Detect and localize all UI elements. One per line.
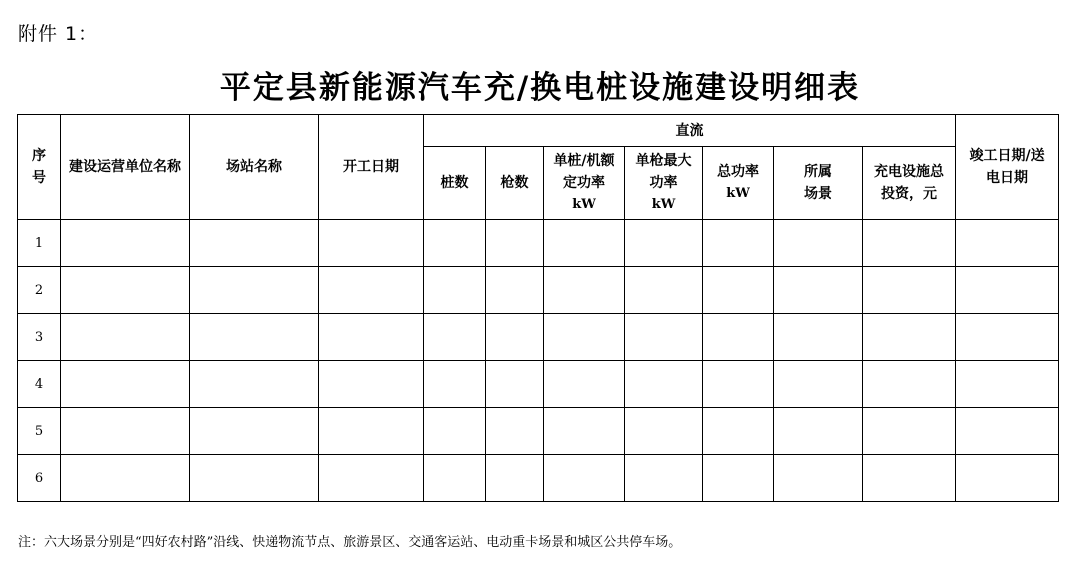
cell-site[interactable] bbox=[190, 314, 319, 361]
cell-investment[interactable] bbox=[863, 455, 956, 502]
cell-pile-count[interactable] bbox=[424, 408, 486, 455]
header-single-gun-max-power-unit: kW bbox=[651, 197, 676, 212]
cell-operator[interactable] bbox=[61, 455, 190, 502]
cell-operator[interactable] bbox=[61, 267, 190, 314]
cell-total-power[interactable] bbox=[703, 267, 774, 314]
cell-total-power[interactable] bbox=[703, 408, 774, 455]
table-row bbox=[18, 408, 1059, 455]
cell-gun-count[interactable] bbox=[486, 314, 544, 361]
cell-completion-date[interactable] bbox=[956, 314, 1059, 361]
header-total-power-unit: kW bbox=[726, 186, 750, 201]
header-single-gun-max-power: 单枪最大功率 kW bbox=[625, 147, 703, 220]
detail-table bbox=[17, 114, 1059, 502]
cell-single-pile-power[interactable] bbox=[544, 314, 625, 361]
cell-scenario[interactable] bbox=[774, 408, 863, 455]
cell-investment[interactable] bbox=[863, 267, 956, 314]
cell-start-date[interactable] bbox=[319, 267, 424, 314]
cell-pile-count[interactable] bbox=[424, 361, 486, 408]
cell-single-gun-max-power[interactable] bbox=[625, 267, 703, 314]
cell-site[interactable] bbox=[190, 267, 319, 314]
header-row-top bbox=[18, 115, 1059, 147]
header-start-date: 开工日期 bbox=[319, 115, 424, 220]
cell-investment[interactable] bbox=[863, 361, 956, 408]
cell-single-gun-max-power[interactable] bbox=[625, 361, 703, 408]
cell-gun-count[interactable] bbox=[486, 455, 544, 502]
cell-investment[interactable] bbox=[863, 220, 956, 267]
page-title: 平定县新能源汽车充/换电桩设施建设明细表 bbox=[219, 70, 861, 106]
table-row bbox=[18, 361, 1059, 408]
cell-single-pile-power[interactable] bbox=[544, 220, 625, 267]
table-row bbox=[18, 220, 1059, 267]
cell-start-date[interactable] bbox=[319, 361, 424, 408]
cell-site[interactable] bbox=[190, 361, 319, 408]
cell-start-date[interactable] bbox=[319, 455, 424, 502]
cell-completion-date[interactable] bbox=[956, 408, 1059, 455]
attachment-label: 附件 1： bbox=[18, 23, 99, 45]
cell-operator[interactable] bbox=[61, 314, 190, 361]
cell-pile-count[interactable] bbox=[424, 455, 486, 502]
cell-seq: 3 bbox=[18, 314, 61, 361]
cell-gun-count[interactable] bbox=[486, 361, 544, 408]
cell-seq: 6 bbox=[18, 455, 61, 502]
cell-site[interactable] bbox=[190, 455, 319, 502]
cell-total-power[interactable] bbox=[703, 361, 774, 408]
cell-total-power[interactable] bbox=[703, 455, 774, 502]
header-investment: 充电设施总投资，元 bbox=[863, 147, 956, 220]
cell-scenario[interactable] bbox=[774, 455, 863, 502]
header-pile-count: 桩数 bbox=[424, 147, 486, 220]
cell-scenario[interactable] bbox=[774, 220, 863, 267]
cell-single-pile-power[interactable] bbox=[544, 455, 625, 502]
cell-start-date[interactable] bbox=[319, 408, 424, 455]
cell-total-power[interactable] bbox=[703, 220, 774, 267]
cell-single-gun-max-power[interactable] bbox=[625, 314, 703, 361]
table-row bbox=[18, 314, 1059, 361]
cell-investment[interactable] bbox=[863, 408, 956, 455]
cell-seq: 1 bbox=[18, 220, 61, 267]
header-seq: 序号 bbox=[18, 115, 61, 220]
cell-single-gun-max-power[interactable] bbox=[625, 220, 703, 267]
header-dc-group: 直流 bbox=[424, 115, 956, 147]
cell-single-gun-max-power[interactable] bbox=[625, 455, 703, 502]
header-scenario: 所属场景 bbox=[774, 147, 863, 220]
cell-total-power[interactable] bbox=[703, 314, 774, 361]
cell-scenario[interactable] bbox=[774, 361, 863, 408]
header-total-power: 总功率 kW bbox=[703, 147, 774, 220]
cell-pile-count[interactable] bbox=[424, 267, 486, 314]
cell-start-date[interactable] bbox=[319, 220, 424, 267]
cell-operator[interactable] bbox=[61, 361, 190, 408]
cell-gun-count[interactable] bbox=[486, 220, 544, 267]
cell-single-pile-power[interactable] bbox=[544, 408, 625, 455]
cell-completion-date[interactable] bbox=[956, 361, 1059, 408]
cell-site[interactable] bbox=[190, 220, 319, 267]
header-single-pile-power-unit: kW bbox=[572, 197, 596, 212]
cell-operator[interactable] bbox=[61, 408, 190, 455]
cell-scenario[interactable] bbox=[774, 267, 863, 314]
footnote: 注：六大场景分别是“四好农村路”沿线、快递物流节点、旅游景区、交通客运站、电动重卡场景和城区公共停车场。 bbox=[18, 535, 682, 550]
table-row bbox=[18, 267, 1059, 314]
cell-pile-count[interactable] bbox=[424, 314, 486, 361]
cell-completion-date[interactable] bbox=[956, 267, 1059, 314]
cell-site[interactable] bbox=[190, 408, 319, 455]
cell-single-pile-power[interactable] bbox=[544, 361, 625, 408]
cell-seq: 4 bbox=[18, 361, 61, 408]
cell-seq: 5 bbox=[18, 408, 61, 455]
header-site: 场站名称 bbox=[190, 115, 319, 220]
cell-single-gun-max-power[interactable] bbox=[625, 408, 703, 455]
cell-gun-count[interactable] bbox=[486, 267, 544, 314]
cell-start-date[interactable] bbox=[319, 314, 424, 361]
cell-gun-count[interactable] bbox=[486, 408, 544, 455]
cell-completion-date[interactable] bbox=[956, 220, 1059, 267]
header-gun-count: 枪数 bbox=[486, 147, 544, 220]
header-operator: 建设运营单位名称 bbox=[61, 115, 190, 220]
cell-operator[interactable] bbox=[61, 220, 190, 267]
cell-seq: 2 bbox=[18, 267, 61, 314]
table-row bbox=[18, 455, 1059, 502]
cell-pile-count[interactable] bbox=[424, 220, 486, 267]
cell-scenario[interactable] bbox=[774, 314, 863, 361]
header-completion-date: 竣工日期/送电日期 bbox=[956, 115, 1059, 220]
cell-completion-date[interactable] bbox=[956, 455, 1059, 502]
header-single-pile-power: 单桩/机额定功率 kW bbox=[544, 147, 625, 220]
cell-single-pile-power[interactable] bbox=[544, 267, 625, 314]
cell-investment[interactable] bbox=[863, 314, 956, 361]
